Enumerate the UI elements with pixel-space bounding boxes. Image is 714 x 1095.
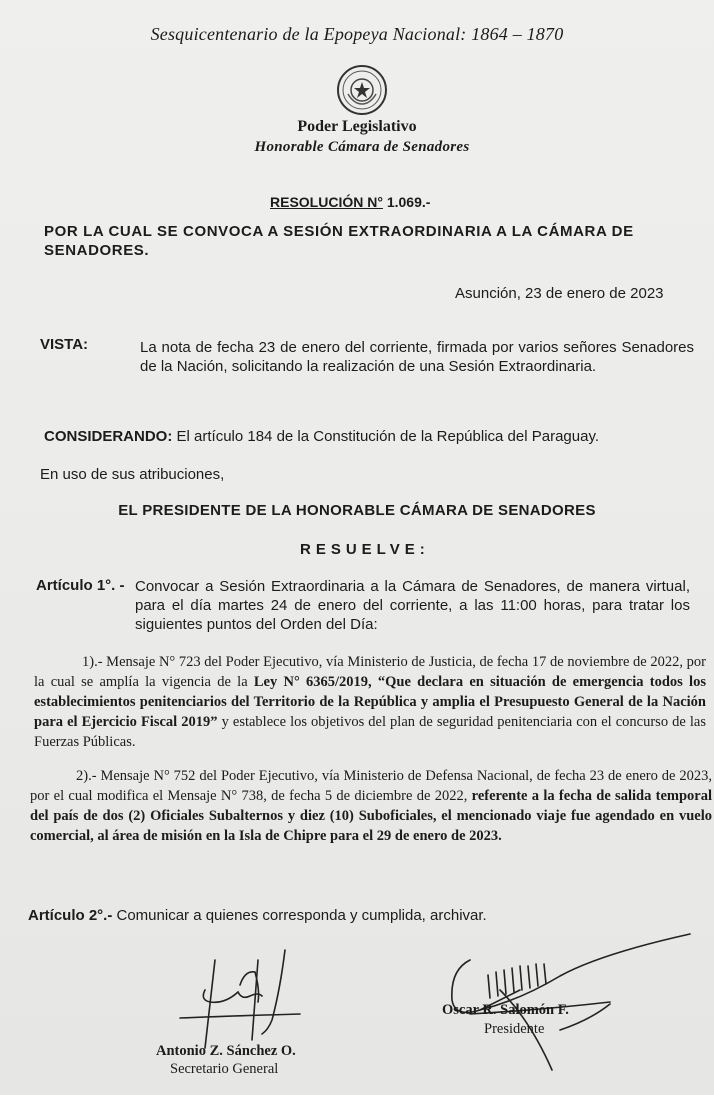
considerando — [44, 428, 704, 445]
item-1-bold: Ley N° 6365/2019, “Que declara en situación de emergencia todos los establecimientos penitenciarios del Territorio de la República y amplia el Presupuesto General de la Nación para el Ejercicio Fiscal 2019” — [34, 674, 706, 730]
motto: Sesquicentenario de la Epopeya Nacional: 1864 – 1870 — [150, 24, 564, 44]
chamber-name: Honorable Cámara de Senadores — [254, 139, 470, 155]
presidente-role: Presidente — [484, 1021, 545, 1037]
orden-item-1 — [34, 652, 706, 752]
left-signature — [180, 950, 300, 1048]
vista-label: VISTA: — [40, 336, 89, 353]
secretario-role: Secretario General — [170, 1061, 279, 1077]
vista-text: La nota de fecha 23 de enero del corriente, firmada por varios señores Senadores de la Nación, solicitando la realización de una Sesión Extraordinaria. — [140, 339, 694, 375]
presidente-name: Oscar R. Salomón F. — [442, 1002, 569, 1018]
presidente-heading: EL PRESIDENTE DE LA HONORABLE CÁMARA DE SENADORES — [118, 502, 596, 519]
considerando-label: CONSIDERANDO: — [44, 428, 173, 445]
orden-item-2 — [30, 766, 712, 846]
resolution-number: 1.069.- — [382, 194, 431, 210]
articulo-2-text: Comunicar a quienes corresponda y cumplida, archivar. — [112, 907, 487, 924]
resolution-title — [270, 194, 430, 210]
resolution-label: RESOLUCIÓN N° — [270, 194, 383, 210]
organization-name: Poder Legislativo — [297, 118, 417, 135]
signatures-area — [0, 930, 714, 1080]
resolution-date: Asunción, 23 de enero de 2023 — [455, 285, 664, 302]
resolution-subject: POR LA CUAL SE CONVOCA A SESIÓN EXTRAORDINARIA A LA CÁMARA DE SENADORES. — [44, 223, 634, 259]
articulo-2-label: Artículo 2°.- — [28, 907, 113, 924]
articulo-1-label: Artículo 1°. - — [36, 577, 125, 594]
item-1-text-a: 1).- Mensaje N° 723 del Poder Ejecutivo, vía Ministerio de Justicia, de fecha 17 de noviembre de 2022, por la cual se amplía la vigencia de la — [34, 654, 706, 690]
articulo-1-text: Convocar a Sesión Extraordinaria a la Cámara de Senadores, de manera virtual, para el día martes 24 de enero del corriente, a las 11:00 horas, para tratar los siguientes puntos del Orden del Día: — [135, 578, 690, 633]
national-seal-icon — [336, 64, 388, 116]
item-1-text-b: y establece los objetivos del plan de seguridad penitenciaria con el concurso de las Fuerzas Públicas. — [34, 714, 706, 750]
secretario-name: Antonio Z. Sánchez O. — [156, 1043, 296, 1059]
item-2-text-a: 2).- Mensaje N° 752 del Poder Ejecutivo, vía Ministerio de Defensa Nacional, de fecha 23 de enero de 2023, por el cual modifica el Mensaje N° 738, de fecha 5 de diciembre de 2022, — [30, 768, 712, 804]
uso-atribuciones: En uso de sus atribuciones, — [40, 466, 225, 483]
resuelve-heading: RESUELVE: — [300, 541, 430, 558]
articulo-2 — [28, 907, 487, 924]
item-2-bold: referente a la fecha de salida temporal del país de dos (2) Oficiales Subalternos y diez (10) Suboficiales, el mencionado viaje fue agendado en vuelo comercial, al área de misión en la Isla de Chipre para el 29 de enero de 2023. — [30, 788, 713, 844]
considerando-text: El artículo 184 de la Constitución de la República del Paraguay. — [172, 428, 599, 445]
